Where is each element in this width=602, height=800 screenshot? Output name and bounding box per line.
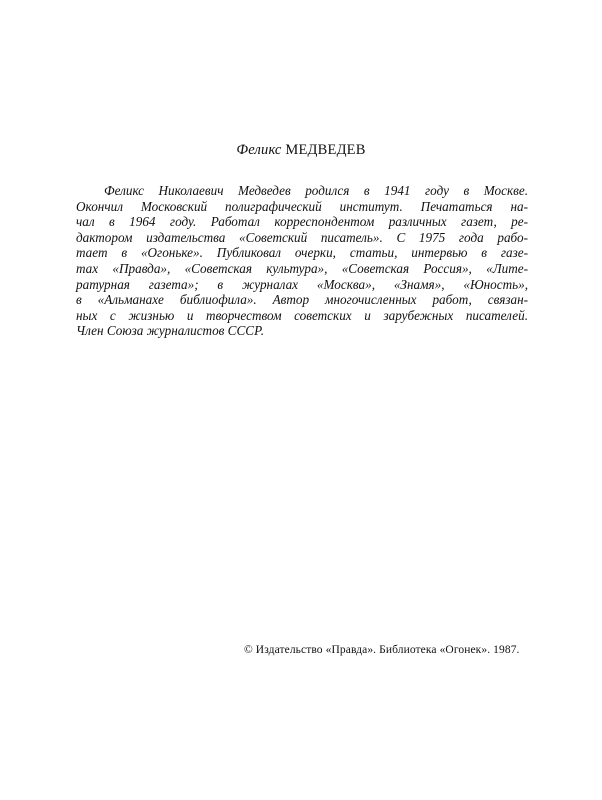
author-biography: [76, 183, 528, 339]
bio-line: дактором издательства «Советский писатель». С 1975 года рабо-: [76, 229, 528, 245]
bio-line: ных с жизнью и творчеством советских и зарубежных писателей.: [76, 307, 528, 323]
author-heading: [0, 142, 602, 159]
bio-line: в «Альманахе библиофила». Автор многочисленных работ, связан-: [76, 292, 528, 308]
bio-line: тах «Правда», «Советская культура», «Советская Россия», «Лите-: [76, 260, 528, 276]
bio-line: Член Союза журналистов СССР.: [76, 323, 265, 339]
author-last-name: МЕДВЕДЕВ: [285, 142, 366, 158]
bio-line: ратурная газета»; в журналах «Москва», «Знамя», «Юность»,: [76, 276, 528, 292]
bio-line: Окончил Московский полиграфический институт. Печататься на-: [76, 198, 528, 214]
author-first-name: Феликс: [236, 142, 282, 158]
bio-line: чал в 1964 году. Работал корреспондентом различных газет, ре-: [76, 214, 528, 230]
bio-line: тает в «Огоньке». Публиковал очерки, статьи, интервью в газе-: [76, 245, 528, 261]
bio-line: Феликс Николаевич Медведев родился в 1941 году в Москве.: [104, 183, 528, 198]
copyright-notice: © Издательство «Правда». Библиотека «Огонек». 1987.: [244, 644, 520, 656]
